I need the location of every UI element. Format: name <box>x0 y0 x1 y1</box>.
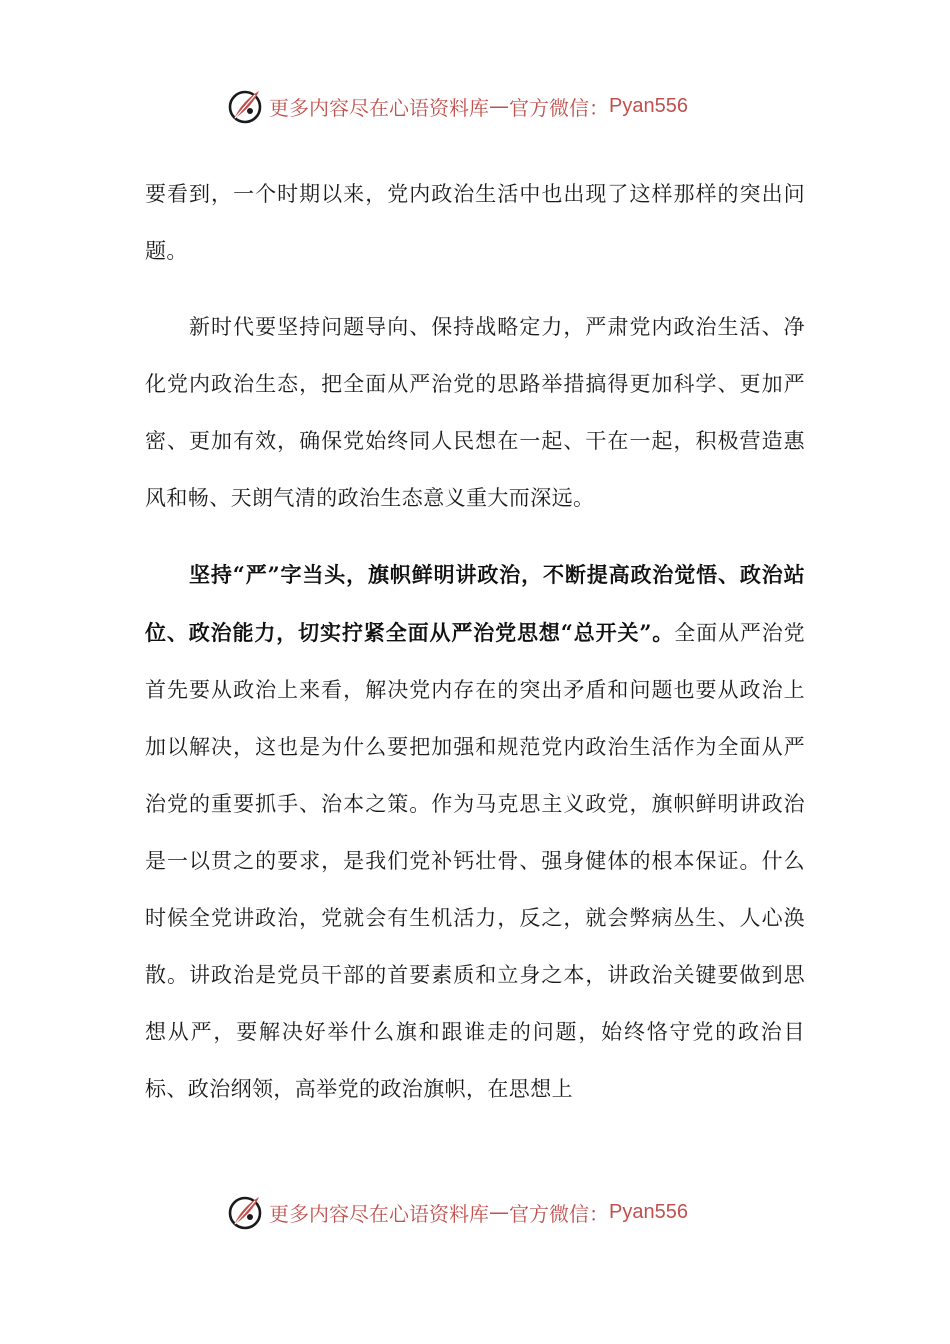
banner-contact-label: 官方微信： <box>509 1201 609 1226</box>
document-body <box>145 166 805 1118</box>
paragraph-3 <box>145 546 805 1118</box>
banner-contact-id: Pyan556 <box>609 1200 688 1223</box>
feather-quill-logo-icon <box>225 1192 265 1232</box>
paragraph-2: 新时代要坚持问题导向、保持战略定力，严肃党内政治生活、净化党内政治生态，把全面从严治党的思路举措搞得更加科学、更加严密、更加有效，确保党始终同人民想在一起、干在一起，积极营造惠风和畅、天朗气清的政治生态意义重大而深远。 <box>145 315 805 510</box>
paragraph-gap <box>145 280 805 299</box>
paragraph-gap <box>145 527 805 546</box>
banner-text: 更多内容尽在心语资料库 <box>269 1201 489 1226</box>
header-banner <box>225 84 745 128</box>
banner-contact-label: 官方微信： <box>509 95 609 120</box>
banner-text: 更多内容尽在心语资料库 <box>269 95 489 120</box>
banner-contact-id: Pyan556 <box>609 94 688 117</box>
banner-separator: — <box>489 94 509 118</box>
footer-banner <box>225 1190 745 1234</box>
paragraph-3-heading: 坚持“严”字当头，旗帜鲜明讲政治，不断提高政治觉悟、政治站位、政治能力，切实拧紧全面从严治党思想“总开关”。 <box>145 562 805 645</box>
feather-quill-logo-icon <box>225 86 265 126</box>
banner-separator: — <box>489 1200 509 1224</box>
paragraph-1: 要看到，一个时期以来，党内政治生活中也出现了这样那样的突出问题。 <box>145 182 805 263</box>
paragraph-3-body: 全面从严治党首先要从政治上来看，解决党内存在的突出矛盾和问题也要从政治上加以解决，这也是为什么要把加强和规范党内政治生活作为全面从严治党的重要抓手、治本之策。作为马克思主义政党，旗帜鲜明讲政治是一以贯之的要求，是我们党补钙壮骨、强身健体的根本保证。什么时候全党讲政治，党就会有生机活力，反之，就会弊病丛生、人心涣散。讲政治是党员干部的首要素质和立身之本，讲政治关键要做到思想从严，要解决好举什么旗和跟谁走的问题，始终恪守党的政治目标、政治纲领，高举党的政治旗帜，在思想上 <box>145 621 805 1101</box>
